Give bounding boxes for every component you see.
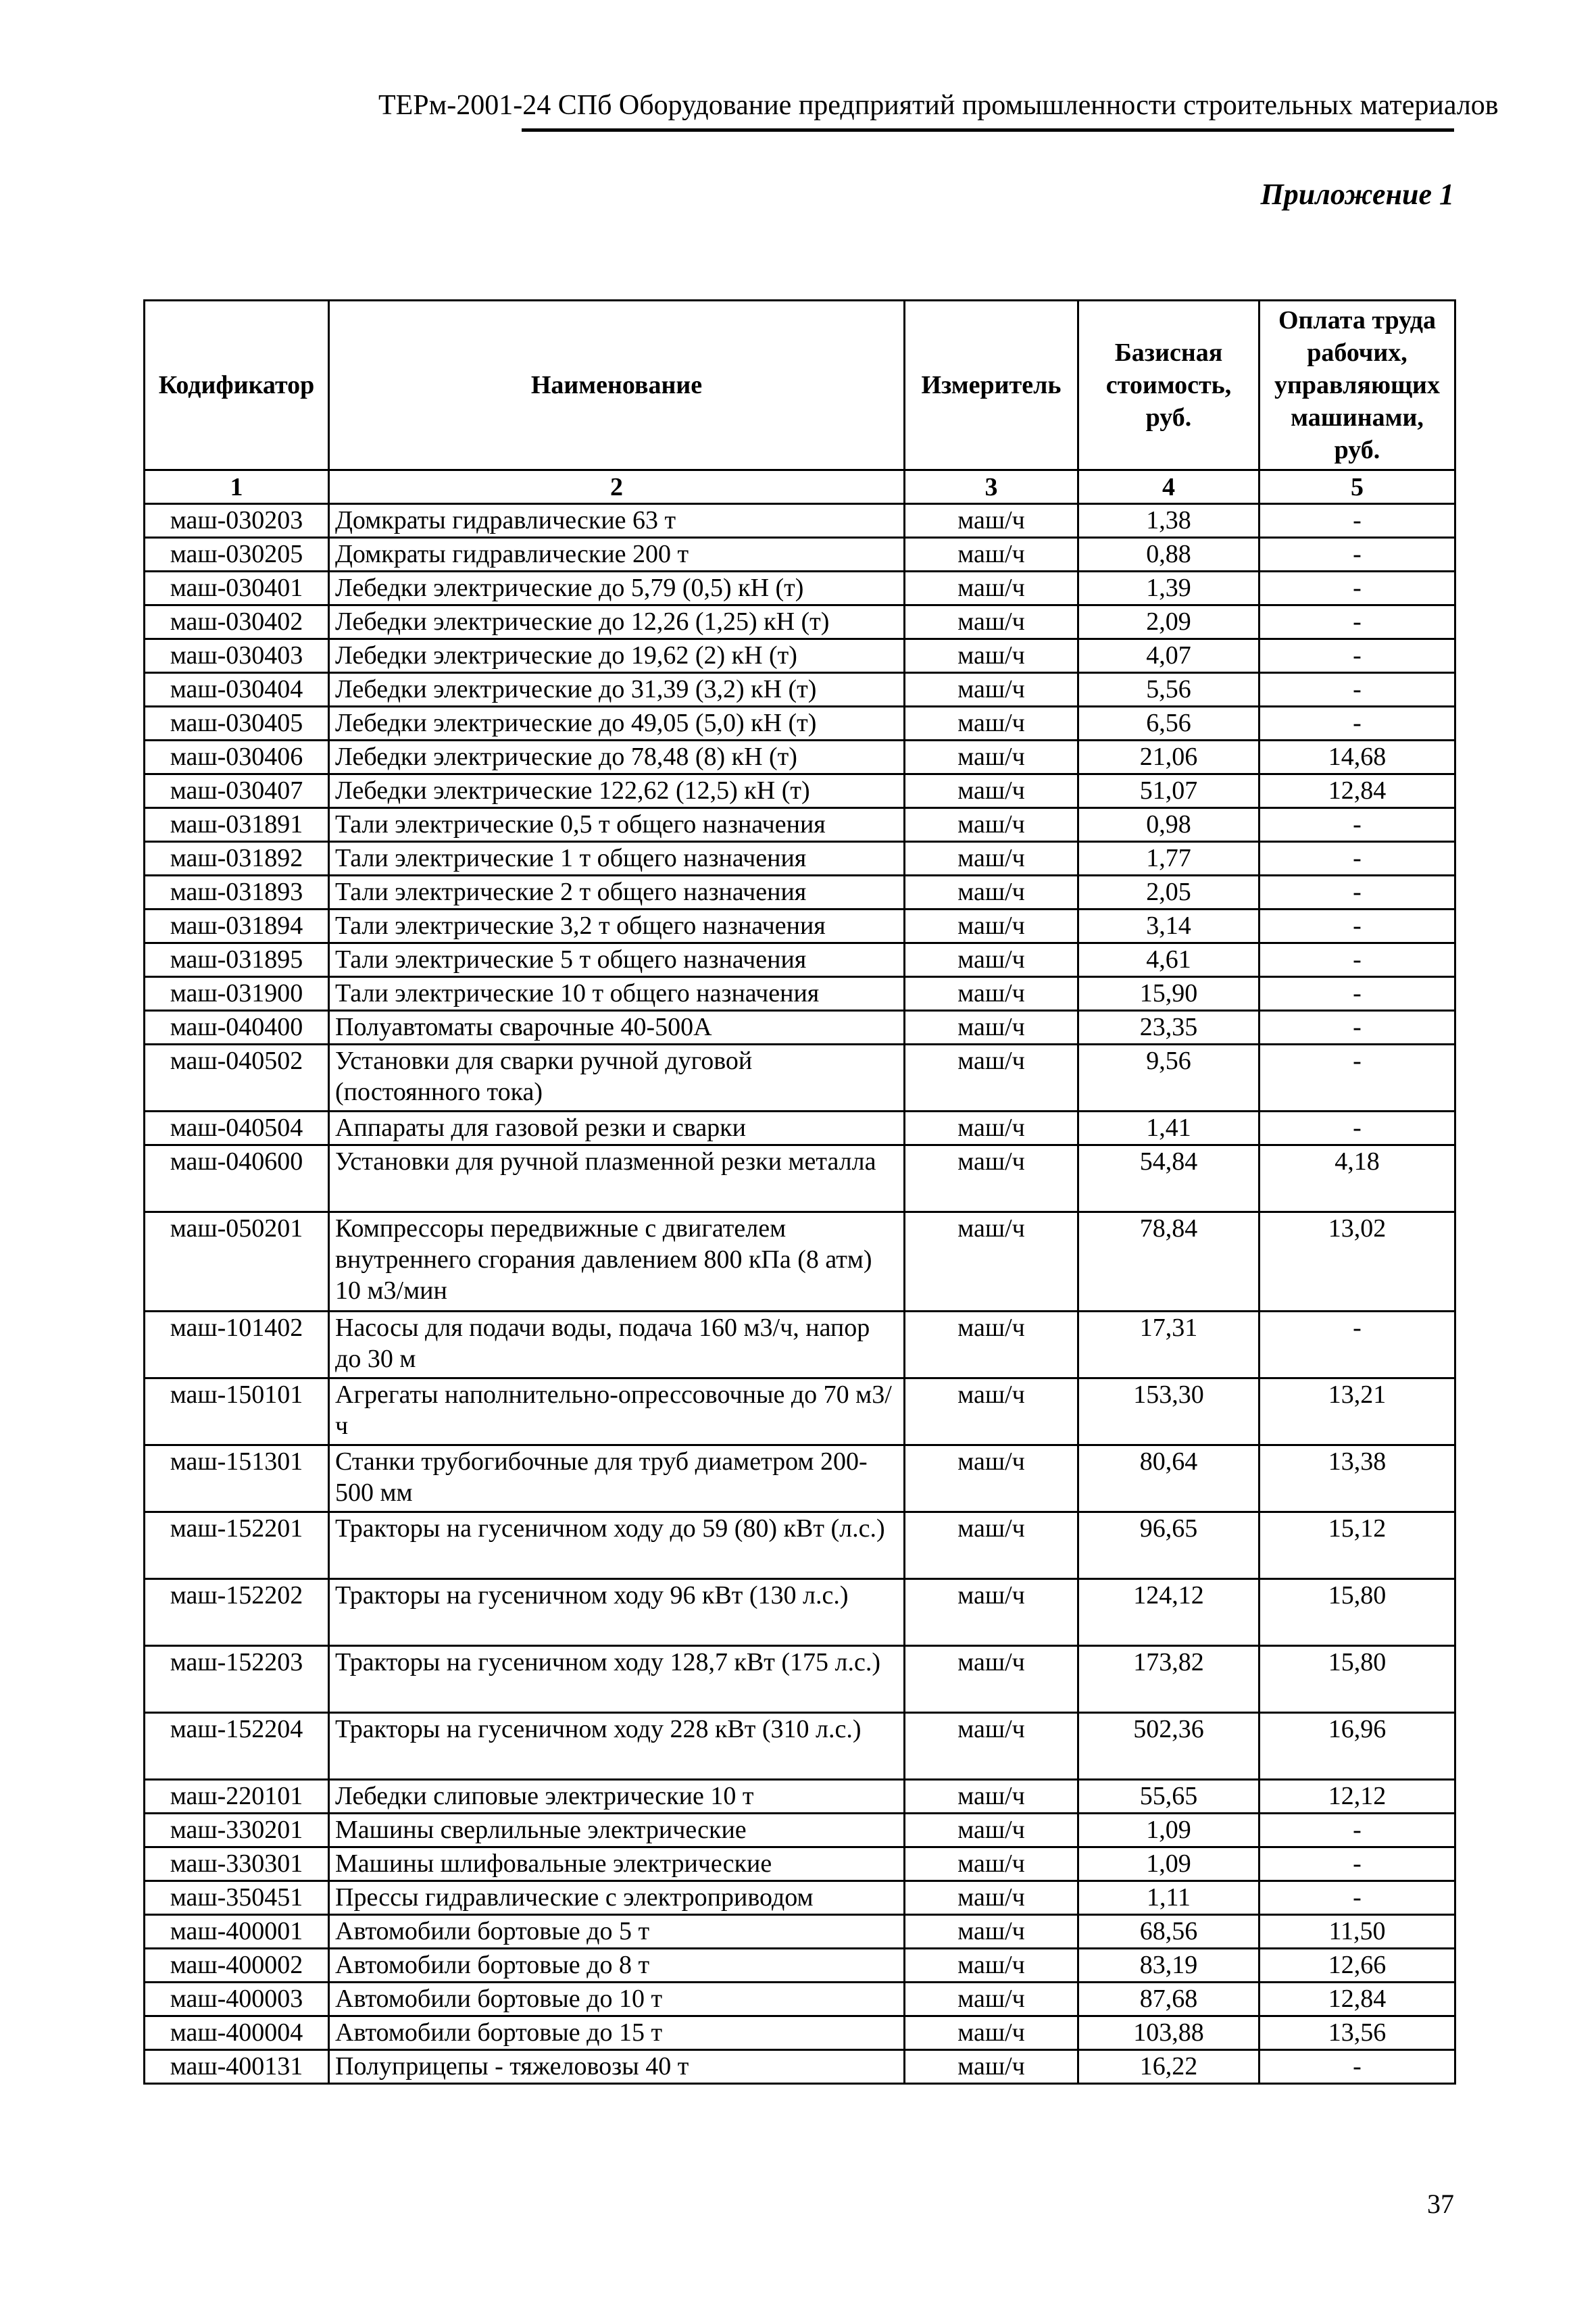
table-cell-code: маш-040504 [145,1112,329,1145]
table-cell-cost: 96,65 [1078,1512,1260,1579]
table-cell-code: маш-040400 [145,1011,329,1045]
column-header-pay: Оплата труда рабочих, управляющих машинами, руб. [1260,301,1455,470]
table-cell-name: Тали электрические 3,2 т общего назначения [329,910,905,943]
table-row [145,774,1455,808]
table-cell-code: маш-152203 [145,1646,329,1713]
table-row [145,1814,1455,1847]
table-cell-name: Домкраты гидравлические 200 т [329,538,905,572]
table-row [145,1011,1455,1045]
table-cell-name: Компрессоры передвижные с двигателем внутреннего сгорания давлением 800 кПа (8 атм) 10 м3/мин [329,1212,905,1312]
table-row [145,876,1455,910]
table-cell-cost: 16,22 [1078,2050,1260,2084]
table-cell-pay: - [1260,876,1455,910]
table-cell-name: Машины сверлильные электрические [329,1814,905,1847]
table-cell-name: Установки для ручной плазменной резки металла [329,1145,905,1212]
table-row [145,605,1455,639]
table-row [145,1512,1455,1579]
table-cell-name: Лебедки электрические до 78,48 (8) кН (т) [329,741,905,774]
table-cell-pay: - [1260,639,1455,673]
table-cell-code: маш-400002 [145,1949,329,1983]
header-rule [522,128,1454,132]
table-cell-pay: 4,18 [1260,1145,1455,1212]
table-cell-cost: 0,98 [1078,808,1260,842]
table-cell-unit: маш/ч [905,1915,1078,1949]
table-cell-unit: маш/ч [905,1983,1078,2016]
table-row [145,977,1455,1011]
table-cell-cost: 3,14 [1078,910,1260,943]
table-cell-cost: 1,38 [1078,504,1260,538]
table-cell-code: маш-220101 [145,1780,329,1814]
table-cell-unit: маш/ч [905,1881,1078,1915]
table-cell-name: Установки для сварки ручной дуговой (постоянного тока) [329,1045,905,1112]
table-cell-cost: 51,07 [1078,774,1260,808]
table-row [145,1847,1455,1881]
table-row [145,1983,1455,2016]
table-cell-cost: 0,88 [1078,538,1260,572]
table-cell-unit: маш/ч [905,707,1078,741]
table-cell-code: маш-030404 [145,673,329,707]
table-cell-cost: 17,31 [1078,1312,1260,1378]
table-cell-name: Автомобили бортовые до 10 т [329,1983,905,2016]
table-cell-unit: маш/ч [905,1713,1078,1780]
table-cell-code: маш-030407 [145,774,329,808]
table-cell-name: Машины шлифовальные электрические [329,1847,905,1881]
table-cell-cost: 5,56 [1078,673,1260,707]
table-cell-pay: - [1260,504,1455,538]
table-cell-unit: маш/ч [905,741,1078,774]
table-cell-unit: маш/ч [905,910,1078,943]
table-cell-name: Автомобили бортовые до 5 т [329,1915,905,1949]
table-row [145,1145,1455,1212]
table-cell-name: Тракторы на гусеничном ходу 96 кВт (130 л.с.) [329,1579,905,1646]
table-cell-pay: 12,84 [1260,774,1455,808]
table-cell-code: маш-400131 [145,2050,329,2084]
table-cell-cost: 1,77 [1078,842,1260,876]
table-cell-pay: - [1260,1112,1455,1145]
table-row [145,639,1455,673]
table-cell-pay: - [1260,1011,1455,1045]
table-cell-code: маш-150101 [145,1378,329,1445]
table-cell-name: Лебедки электрические 122,62 (12,5) кН (т) [329,774,905,808]
table-cell-cost: 55,65 [1078,1780,1260,1814]
table-cell-pay: - [1260,1045,1455,1112]
table-cell-cost: 2,09 [1078,605,1260,639]
table-row [145,808,1455,842]
table-cell-pay: 13,38 [1260,1445,1455,1512]
table-cell-unit: маш/ч [905,1011,1078,1045]
table-cell-cost: 1,11 [1078,1881,1260,1915]
table-row [145,1112,1455,1145]
table-cell-cost: 173,82 [1078,1646,1260,1713]
table-cell-name: Лебедки электрические до 12,26 (1,25) кН (т) [329,605,905,639]
table-cell-unit: маш/ч [905,673,1078,707]
table-cell-pay: - [1260,1881,1455,1915]
table-row [145,1579,1455,1646]
table-cell-cost: 502,36 [1078,1713,1260,1780]
table-cell-cost: 1,39 [1078,572,1260,605]
table-cell-code: маш-031891 [145,808,329,842]
table-cell-name: Тракторы на гусеничном ходу 228 кВт (310 л.с.) [329,1713,905,1780]
table-cell-unit: маш/ч [905,1445,1078,1512]
table-cell-unit: маш/ч [905,1212,1078,1312]
machines-price-table [143,299,1456,2085]
table-cell-unit: маш/ч [905,572,1078,605]
table-cell-name: Тали электрические 1 т общего назначения [329,842,905,876]
table-cell-pay: 12,66 [1260,1949,1455,1983]
table-cell-unit: маш/ч [905,1646,1078,1713]
table-body [145,504,1455,2084]
table-cell-pay: - [1260,2050,1455,2084]
table-cell-code: маш-040502 [145,1045,329,1112]
table-cell-code: маш-400003 [145,1983,329,2016]
column-header-name: Наименование [329,301,905,470]
table-row [145,2050,1455,2084]
table-cell-pay: - [1260,943,1455,977]
table-cell-cost: 6,56 [1078,707,1260,741]
table-cell-name: Автомобили бортовые до 15 т [329,2016,905,2050]
table-cell-pay: 15,12 [1260,1512,1455,1579]
table-cell-code: маш-030405 [145,707,329,741]
table-cell-code: маш-031892 [145,842,329,876]
table-cell-cost: 68,56 [1078,1915,1260,1949]
table-cell-code: маш-151301 [145,1445,329,1512]
table-cell-cost: 124,12 [1078,1579,1260,1646]
table-cell-code: маш-030403 [145,639,329,673]
table-cell-cost: 2,05 [1078,876,1260,910]
table-cell-name: Тракторы на гусеничном ходу до 59 (80) кВт (л.с.) [329,1512,905,1579]
table-cell-cost: 1,09 [1078,1847,1260,1881]
table-row [145,943,1455,977]
table-cell-code: маш-030402 [145,605,329,639]
table-cell-unit: маш/ч [905,605,1078,639]
table-row [145,2016,1455,2050]
table-cell-pay: - [1260,673,1455,707]
table-cell-code: маш-031900 [145,977,329,1011]
table-cell-cost: 87,68 [1078,1983,1260,2016]
table-cell-code: маш-040600 [145,1145,329,1212]
table-cell-name: Аппараты для газовой резки и сварки [329,1112,905,1145]
column-header-code: Кодификатор [145,301,329,470]
table-cell-unit: маш/ч [905,1512,1078,1579]
column-header-unit: Измеритель [905,301,1078,470]
table-cell-pay: 12,12 [1260,1780,1455,1814]
column-number: 4 [1078,470,1260,504]
table-cell-code: маш-330201 [145,1814,329,1847]
table-cell-name: Тракторы на гусеничном ходу 128,7 кВт (175 л.с.) [329,1646,905,1713]
table-row [145,910,1455,943]
table-cell-name: Тали электрические 10 т общего назначения [329,977,905,1011]
table-cell-name: Лебедки электрические до 31,39 (3,2) кН (т) [329,673,905,707]
table-cell-code: маш-400004 [145,2016,329,2050]
table-cell-name: Лебедки электрические до 5,79 (0,5) кН (т) [329,572,905,605]
table-cell-cost: 54,84 [1078,1145,1260,1212]
table-cell-cost: 4,07 [1078,639,1260,673]
table-row [145,1713,1455,1780]
table-cell-code: маш-050201 [145,1212,329,1312]
table-cell-unit: маш/ч [905,1847,1078,1881]
table-cell-name: Лебедки электрические до 19,62 (2) кН (т) [329,639,905,673]
table-cell-code: маш-101402 [145,1312,329,1378]
table-cell-cost: 83,19 [1078,1949,1260,1983]
table-cell-code: маш-030205 [145,538,329,572]
table-row [145,572,1455,605]
table-cell-pay: - [1260,910,1455,943]
table-cell-unit: маш/ч [905,1949,1078,1983]
table-cell-unit: маш/ч [905,808,1078,842]
table-cell-pay: 13,21 [1260,1378,1455,1445]
table-row [145,1378,1455,1445]
table-cell-unit: маш/ч [905,876,1078,910]
table-cell-name: Тали электрические 0,5 т общего назначения [329,808,905,842]
table-cell-code: маш-350451 [145,1881,329,1915]
table-row [145,1881,1455,1915]
table-cell-name: Автомобили бортовые до 8 т [329,1949,905,1983]
document-header-title: ТЕРм-2001-24 СПб Оборудование предприятий промышленности строительных материалов [378,90,1499,121]
table-cell-pay: 13,56 [1260,2016,1455,2050]
table-header-row [145,301,1455,470]
table-cell-unit: маш/ч [905,2016,1078,2050]
column-number: 3 [905,470,1078,504]
table-cell-pay: 15,80 [1260,1579,1455,1646]
table-cell-pay: - [1260,1814,1455,1847]
table-cell-name: Насосы для подачи воды, подача 160 м3/ч, напор до 30 м [329,1312,905,1378]
column-number: 2 [329,470,905,504]
table-row [145,741,1455,774]
table-cell-pay: - [1260,977,1455,1011]
table-cell-unit: маш/ч [905,977,1078,1011]
table-cell-name: Тали электрические 5 т общего назначения [329,943,905,977]
table-cell-name: Прессы гидравлические с электроприводом [329,1881,905,1915]
table-cell-code: маш-031894 [145,910,329,943]
table-cell-code: маш-030203 [145,504,329,538]
table-cell-code: маш-152201 [145,1512,329,1579]
table-row [145,1045,1455,1112]
page-number: 37 [1427,2189,1454,2219]
table-row [145,538,1455,572]
table-cell-pay: - [1260,1847,1455,1881]
table-row [145,1646,1455,1713]
table-cell-unit: маш/ч [905,1145,1078,1212]
table-cell-pay: 11,50 [1260,1915,1455,1949]
table-cell-code: маш-030406 [145,741,329,774]
table-row [145,1915,1455,1949]
table-cell-cost: 153,30 [1078,1378,1260,1445]
table-cell-pay: 16,96 [1260,1713,1455,1780]
table-cell-unit: маш/ч [905,774,1078,808]
table-cell-unit: маш/ч [905,1579,1078,1646]
table-cell-name: Тали электрические 2 т общего назначения [329,876,905,910]
table-row [145,1212,1455,1312]
table-cell-unit: маш/ч [905,842,1078,876]
table-row [145,504,1455,538]
table-cell-unit: маш/ч [905,1112,1078,1145]
table-cell-unit: маш/ч [905,1045,1078,1112]
table-cell-name: Полуавтоматы сварочные 40-500А [329,1011,905,1045]
table-cell-pay: - [1260,538,1455,572]
table-row [145,842,1455,876]
table-cell-pay: 15,80 [1260,1646,1455,1713]
table-cell-cost: 103,88 [1078,2016,1260,2050]
table-cell-name: Лебедки слиповые электрические 10 т [329,1780,905,1814]
table-cell-code: маш-330301 [145,1847,329,1881]
table-cell-pay: - [1260,572,1455,605]
column-header-cost: Базисная стоимость, руб. [1078,301,1260,470]
table-cell-code: маш-400001 [145,1915,329,1949]
table-row [145,1780,1455,1814]
table-cell-code: маш-030401 [145,572,329,605]
table-cell-cost: 80,64 [1078,1445,1260,1512]
table-cell-cost: 9,56 [1078,1045,1260,1112]
table-cell-unit: маш/ч [905,639,1078,673]
table-cell-cost: 78,84 [1078,1212,1260,1312]
table-cell-pay: - [1260,707,1455,741]
table-cell-pay: 14,68 [1260,741,1455,774]
table-cell-code: маш-152204 [145,1713,329,1780]
column-number: 1 [145,470,329,504]
table-cell-name: Домкраты гидравлические 63 т [329,504,905,538]
table-row [145,1445,1455,1512]
table-cell-pay: - [1260,605,1455,639]
table-cell-name: Агрегаты наполнительно-опрессовочные до 70 м3/ч [329,1378,905,1445]
table-cell-unit: маш/ч [905,1780,1078,1814]
table-cell-unit: маш/ч [905,1312,1078,1378]
table-cell-pay: - [1260,842,1455,876]
table-cell-pay: - [1260,1312,1455,1378]
table-cell-pay: - [1260,808,1455,842]
table-cell-cost: 23,35 [1078,1011,1260,1045]
column-number-row [145,470,1455,504]
table-cell-unit: маш/ч [905,538,1078,572]
table-cell-cost: 1,09 [1078,1814,1260,1847]
table-cell-cost: 15,90 [1078,977,1260,1011]
table-cell-name: Лебедки электрические до 49,05 (5,0) кН (т) [329,707,905,741]
table-row [145,707,1455,741]
table-cell-unit: маш/ч [905,2050,1078,2084]
table-cell-unit: маш/ч [905,504,1078,538]
table-row [145,1949,1455,1983]
table-cell-code: маш-152202 [145,1579,329,1646]
table-cell-unit: маш/ч [905,1814,1078,1847]
table-cell-code: маш-031893 [145,876,329,910]
table-row [145,673,1455,707]
table-cell-unit: маш/ч [905,943,1078,977]
table-cell-name: Полуприцепы - тяжеловозы 40 т [329,2050,905,2084]
table-cell-cost: 1,41 [1078,1112,1260,1145]
column-number: 5 [1260,470,1455,504]
table-cell-unit: маш/ч [905,1378,1078,1445]
appendix-label: Приложение 1 [1260,178,1454,211]
table-row [145,1312,1455,1378]
table-cell-cost: 21,06 [1078,741,1260,774]
table-cell-name: Станки трубогибочные для труб диаметром 200-500 мм [329,1445,905,1512]
table-cell-cost: 4,61 [1078,943,1260,977]
table-cell-pay: 12,84 [1260,1983,1455,2016]
table-cell-pay: 13,02 [1260,1212,1455,1312]
table-cell-code: маш-031895 [145,943,329,977]
